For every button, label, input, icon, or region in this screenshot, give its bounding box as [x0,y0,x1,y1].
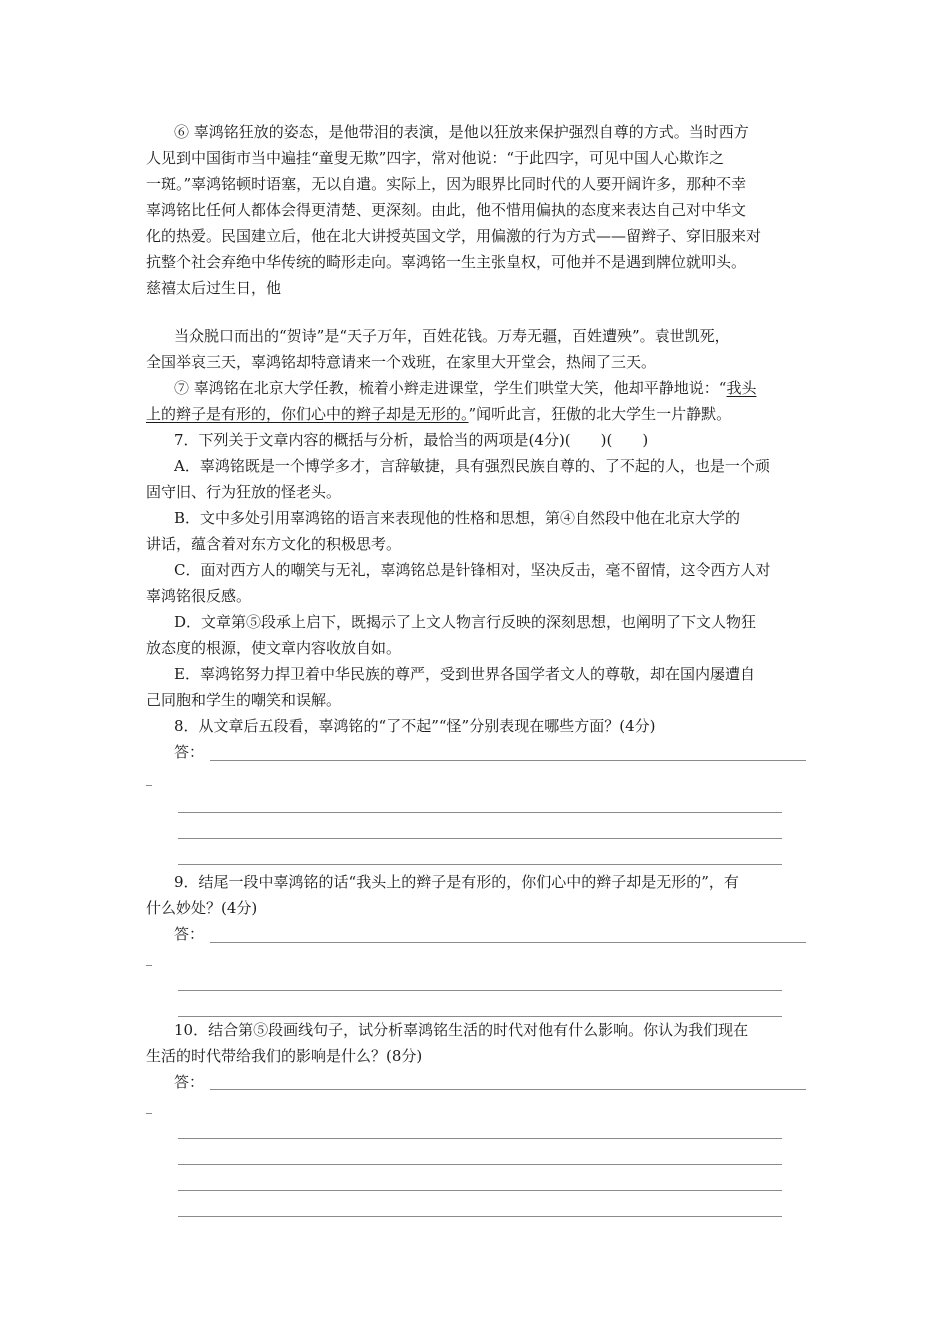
q7-option-c-cont: 辜鸿铭很反感。 [146,587,252,605]
q7-option-e-cont: 己同胞和学生的嘲笑和误解。 [146,691,342,709]
q10-answer-line[interactable] [178,1164,782,1165]
p6-cont-line-2: 全国举哀三天，辜鸿铭却特意请来一个戏班，在家里大开堂会，热闹了三天。 [146,353,657,371]
p6-line-7: 慈禧太后过生日，他 [146,279,282,297]
p7-line-1 [174,378,756,398]
q9-stem: 9．结尾一段中辜鸿铭的话“我头上的辫子是有形的，你们心中的辫子却是无形的”，有 [174,873,739,891]
p7-line-2 [146,404,731,424]
q8-answer-label: 答： [174,743,205,761]
q7-option-c: C．面对西方人的嘲笑与无礼，辜鸿铭总是针锋相对，坚决反击，毫不留情，这令西方人对 [174,561,771,579]
p7-underlined-text: 上的辫子是有形的，你们心中的辫子却是无形的。 [146,405,469,423]
q10-answer-line[interactable] [178,1190,782,1191]
p6-line-4: 辜鸿铭比任何人都体会得更清楚、更深刻。由此，他不惜用偏执的态度来表达自己对中华文 [146,201,747,219]
q8-answer-line[interactable] [178,864,782,865]
p6-line-2: 人见到中国街市当中遍挂“童叟无欺”四字，常对他说：“于此四字，可见中国人心欺诈之 [146,149,725,167]
q10-answer-line[interactable] [178,1138,782,1139]
p6-cont-line-1: 当众脱口而出的“贺诗”是“天子万年，百姓花钱。万寿无疆，百姓遭殃”。袁世凯死， [174,327,730,345]
q10-answer-label: 答： [174,1073,205,1091]
q10-stem-cont: 生活的时代带给我们的影响是什么？(8分) [146,1047,423,1065]
q9-answer-line[interactable] [210,942,806,943]
q9-answer-line[interactable] [178,990,782,991]
q8-answer-dash [146,785,152,786]
q10-answer-dash [146,1113,152,1114]
p7-text: ”闻听此言，狂傲的北大学生一片静默。 [468,405,732,423]
q9-stem-cont: 什么妙处？(4分) [146,899,258,917]
q8-stem: 8．从文章后五段看，辜鸿铭的“了不起”“怪”分别表现在哪些方面？(4分) [174,717,656,735]
q7-option-d: D．文章第⑤段承上启下，既揭示了上文人物言行反映的深刻思想，也阐明了下文人物狂 [174,613,757,631]
p6-line-3: 一斑。”辜鸿铭顿时语塞，无以自遣。实际上，因为眼界比同时代的人要开阔许多，那种不幸 [146,175,747,193]
p7-underlined-text: 我头 [726,379,757,397]
q9-answer-line[interactable] [178,1016,782,1017]
q9-answer-dash [146,965,152,966]
p6-line-6: 抗整个社会弃绝中华传统的畸形走向。辜鸿铭一生主张皇权，可他并不是遇到牌位就叩头。 [146,253,747,271]
q7-option-b: B．文中多处引用辜鸿铭的语言来表现他的性格和思想，第④自然段中他在北京大学的 [174,509,741,527]
q8-answer-line[interactable] [210,760,806,761]
p6-line-1: ⑥ 辜鸿铭狂放的姿态，是他带泪的表演，是他以狂放来保护强烈自尊的方式。当时西方 [174,123,749,141]
q7-option-d-cont: 放态度的根源，使文章内容收放自如。 [146,639,402,657]
q10-stem: 10．结合第⑤段画线句子，试分析辜鸿铭生活的时代对他有什么影响。你认为我们现在 [174,1021,749,1039]
q7-option-b-cont: 讲话，蕴含着对东方文化的积极思考。 [146,535,402,553]
p6-line-5: 化的热爱。民国建立后，他在北大讲授英国文学，用偏激的行为方式——留辫子、穿旧服来对 [146,227,762,245]
p7-text: ⑦ 辜鸿铭在北京大学任教，梳着小辫走进课堂，学生们哄堂大笑，他却平静地说：“ [174,379,727,397]
q9-answer-label: 答： [174,925,205,943]
q10-answer-line[interactable] [210,1089,806,1090]
q7-option-a: A．辜鸿铭既是一个博学多才，言辞敏捷，具有强烈民族自尊的、了不起的人，也是一个顽 [174,457,770,475]
q7-option-a-cont: 固守旧、行为狂放的怪老头。 [146,483,342,501]
q8-answer-line[interactable] [178,838,782,839]
q10-answer-line[interactable] [178,1216,782,1217]
q8-answer-line[interactable] [178,812,782,813]
q7-option-e: E．辜鸿铭努力捍卫着中华民族的尊严，受到世界各国学者文人的尊敬，却在国内屡遭自 [174,665,755,683]
q7-stem: 7．下列关于文章内容的概括与分析，最恰当的两项是(4分)( )( ) [174,431,649,449]
